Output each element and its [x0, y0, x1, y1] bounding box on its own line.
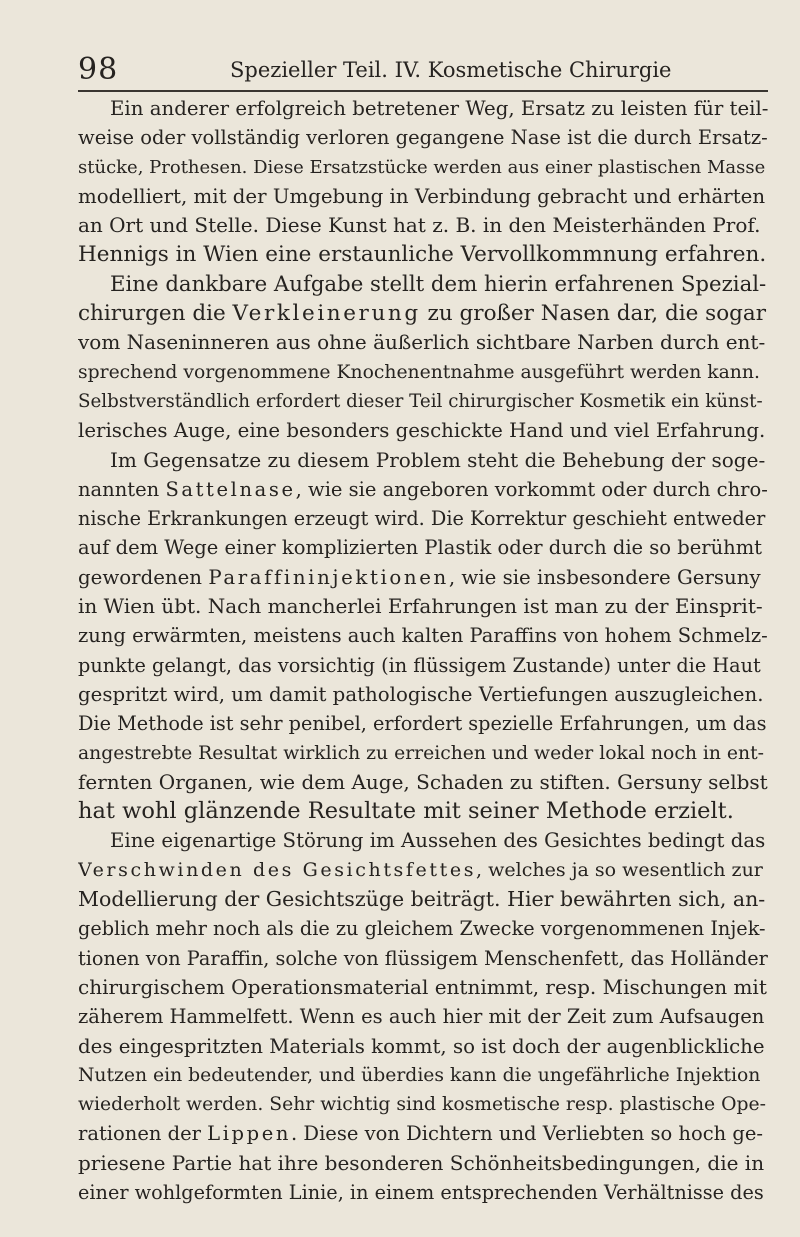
text-line: zäherem Hammelfett. Wenn es auch hier mit der Zeit zum Aufsaugen — [78, 1005, 765, 1029]
text-line: auf dem Wege einer komplizierten Plastik oder durch die so berühmt — [78, 536, 763, 560]
text-line: wiederholt werden. Sehr wichtig sind kosmetische resp. plastische Ope- — [78, 1094, 766, 1116]
emphasized-term: Verkleinerung — [232, 301, 421, 327]
text-line: Verschwinden des Gesichtsfettes, welches ja so wesentlich zur — [78, 858, 763, 881]
body-text — [78, 94, 768, 1207]
text-line: geblich mehr noch als die zu gleichem Zwecke vorgenommenen Injek- — [78, 917, 766, 941]
text-line: fernten Organen, wie dem Auge, Schaden zu stiften. Gersuny selbst — [78, 769, 768, 794]
text-line: sprechend vorgenommene Knochenentnahme ausgeführt werden kann. — [78, 361, 760, 383]
text-line: hat wohl glänzende Resultate mit seiner Methode erzielt. — [78, 798, 734, 825]
running-head: Spezieller Teil. IV. Kosmetische Chirurgie — [230, 58, 672, 82]
text-line: angestrebte Resultat wirklich zu erreichen und weder lokal noch in ent- — [78, 742, 764, 764]
text-line: modelliert, mit der Umgebung in Verbindung gebracht und erhärten — [78, 184, 766, 208]
text-line: Modellierung der Gesichtszüge beiträgt. Hier bewährten sich, an- — [78, 887, 766, 912]
text-line: stücke, Prothesen. Diese Ersatzstücke werden aus einer plastischen Masse — [78, 156, 766, 178]
text-line: chirurgischem Operationsmaterial entnimmt, resp. Mischungen mit — [78, 974, 767, 999]
text-line: nische Erkrankungen erzeugt wird. Die Korrektur geschieht entweder — [78, 507, 766, 531]
text-line: Eine eigenartige Störung im Aussehen des Gesichtes bedingt das — [110, 829, 766, 853]
page-number: 98 — [78, 52, 119, 87]
emphasized-term: Sattelnase — [165, 477, 296, 501]
text-line: chirurgen die Verkleinerung zu großer Nasen dar, die sogar — [78, 301, 766, 327]
text-line: gespritzt wird, um damit pathologische Vertiefungen auszugleichen. — [78, 682, 764, 706]
text-line: einer wohlgeformten Linie, in einem entsprechenden Verhältnisse des — [78, 1180, 764, 1204]
text-line: rationen der Lippen. Diese von Dichtern und Verliebten so hoch ge- — [78, 1122, 764, 1146]
text-line: tionen von Paraffin, solche von flüssigem Menschenfett, das Holländer — [78, 946, 768, 970]
page-header — [78, 50, 768, 92]
emphasized-term: Verschwinden des Gesichtsfettes — [78, 858, 477, 881]
text-line: an Ort und Stelle. Diese Kunst hat z. B. in den Meisterhänden Prof. — [78, 213, 761, 238]
emphasized-term: Lippen — [207, 1122, 292, 1146]
emphasized-term: Paraffininjektionen — [208, 565, 449, 589]
text-line: in Wien übt. Nach mancherlei Erfahrungen ist man zu der Einsprit- — [78, 594, 763, 619]
text-line: gewordenen Paraffininjektionen, wie sie insbesondere Gersuny — [78, 565, 761, 589]
text-line: weise oder vollständig verloren gegangene Nase ist die durch Ersatz- — [78, 126, 768, 150]
text-line: nannten Sattelnase, wie sie angeboren vorkommt oder durch chro- — [78, 477, 768, 501]
text-line: Die Methode ist sehr penibel, erfordert spezielle Erfahrungen, um das — [78, 712, 767, 736]
text-line: vom Naseninneren aus ohne äußerlich sichtbare Narben durch ent- — [78, 330, 766, 355]
text-line: Hennigs in Wien eine erstaunliche Vervollkommnung erfahren. — [78, 242, 767, 268]
text-line: Ein anderer erfolgreich betretener Weg, Ersatz zu leisten für teil- — [110, 97, 768, 120]
text-line: punkte gelangt, das vorsichtig (in flüssigem Zustande) unter die Haut — [78, 653, 761, 677]
text-line: Im Gegensatze zu diesem Problem steht die Behebung der soge- — [110, 447, 766, 472]
text-line: lerisches Auge, eine besonders geschickte Hand und viel Erfahrung. — [78, 419, 766, 443]
text-line: Selbstverständlich erfordert dieser Teil chirurgischer Kosmetik ein künst- — [78, 390, 763, 412]
text-line: priesene Partie hat ihre besonderen Schönheitsbedingungen, die in — [78, 1150, 765, 1175]
text-line: Eine dankbare Aufgabe stellt dem hierin erfahrenen Spezial- — [110, 271, 767, 297]
text-line: zung erwärmten, meistens auch kalten Paraffins von hohem Schmelz- — [78, 624, 768, 648]
text-line: des eingespritzten Materials kommt, so ist doch der augenblickliche — [78, 1034, 765, 1058]
text-line: Nutzen ein bedeutender, und überdies kann die ungefährliche Injektion — [78, 1064, 761, 1086]
